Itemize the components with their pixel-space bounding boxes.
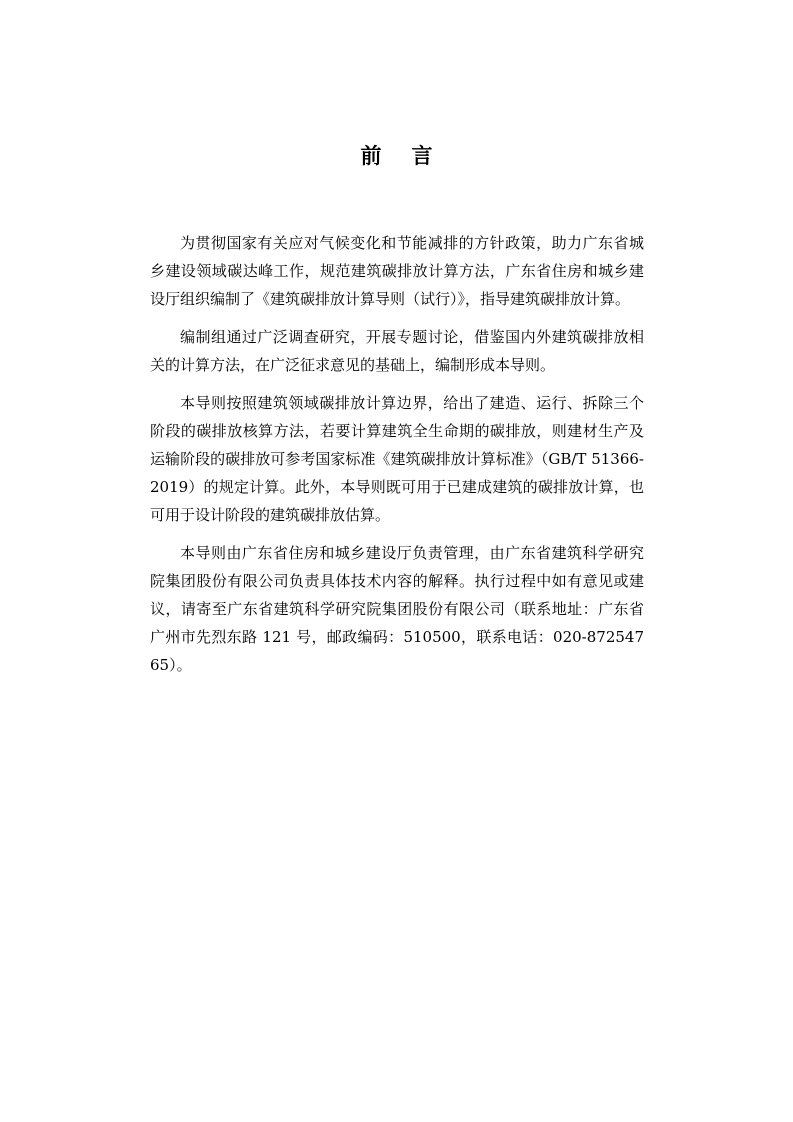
title-char-1: 前 xyxy=(360,144,382,168)
page-title xyxy=(0,142,793,170)
preface-body xyxy=(150,229,644,689)
paragraph-management: 本导则由广东省住房和城乡建设厅负责管理，由广东省建筑科学研究院集团股份有限公司负责具体技术内容的解释。执行过程中如有意见或建议，请寄至广东省建筑科学研究院集团股份有限公司（联系地址：广东省广州市先烈东路 121 号，邮政编码：510500，联系电话：020-87254765）。 xyxy=(150,544,644,674)
paragraph-purpose: 为贯彻国家有关应对气候变化和节能减排的方针政策，助力广东省城乡建设领域碳达峰工作，规范建筑碳排放计算方法，广东省住房和城乡建设厅组织编制了《建筑碳排放计算导则（试行）》，指导建筑碳排放计算。 xyxy=(150,234,644,308)
paragraph-scope: 本导则按照建筑领域碳排放计算边界，给出了建造、运行、拆除三个阶段的碳排放核算方法，若要计算建筑全生命期的碳排放，则建材生产及运输阶段的碳排放可参考国家标准《建筑碳排放计算标准》（GB/T 51366-2019）的规定计算。此外，本导则既可用于已建成建筑的碳排放计算，也可用于设计阶段的建筑碳排放估算。 xyxy=(150,394,644,524)
title-char-2: 言 xyxy=(411,144,433,168)
paragraph-compilation: 编制组通过广泛调查研究，开展专题讨论，借鉴国内外建筑碳排放相关的计算方法，在广泛征求意见的基础上，编制形成本导则。 xyxy=(150,328,644,374)
